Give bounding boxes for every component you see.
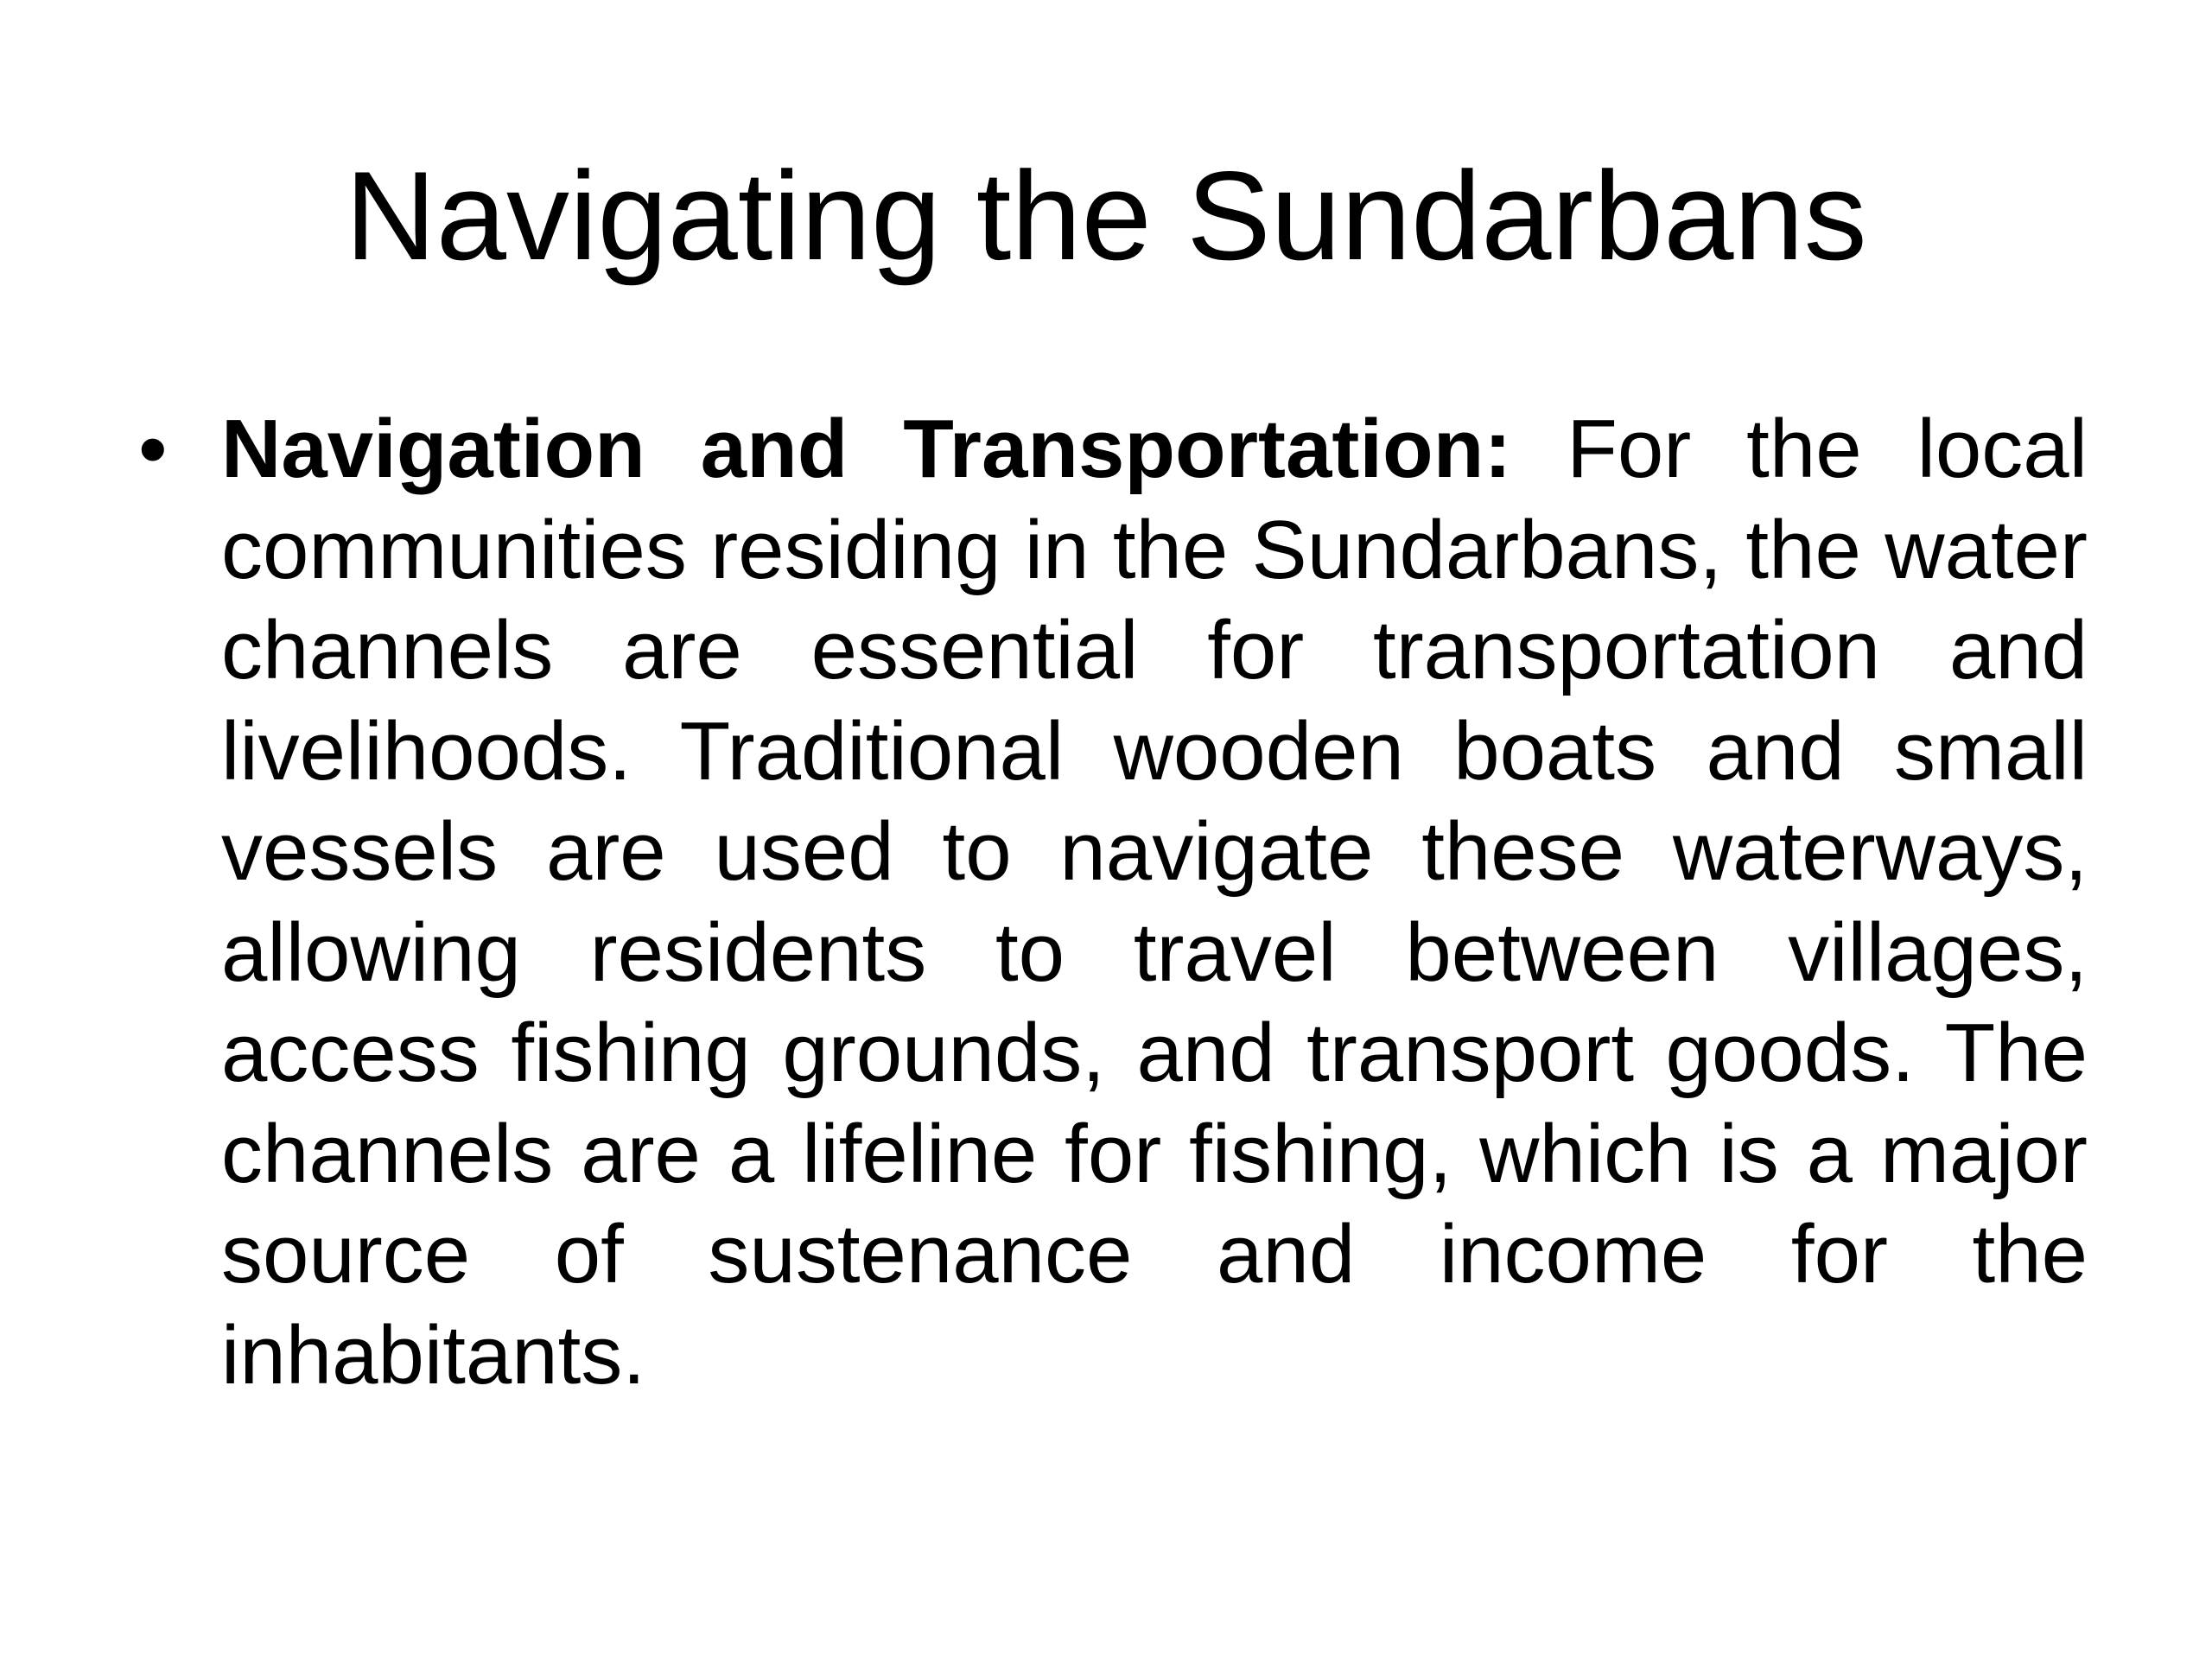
bullet-item [135, 399, 2088, 1406]
bullet-lead-text: Navigation and Transportation: [221, 403, 1512, 495]
slide-body [135, 399, 2088, 1406]
slide-title: Navigating the Sundarbans [345, 145, 1867, 286]
bullet-body-text: For the local communities residing in the Sundarbans, the water channels are essential for transportation and livelihoods. Traditional wooden boats and small vessels are used to navigate these waterways, allowing residents to travel between villages, access fishing grounds, and transport goods. The channels are a lifeline for fishing, which is a major source of sustenance and income for the inhabitants. [221, 403, 2088, 1402]
bullet-marker: • [138, 403, 168, 495]
bullet-list [135, 399, 2088, 1406]
